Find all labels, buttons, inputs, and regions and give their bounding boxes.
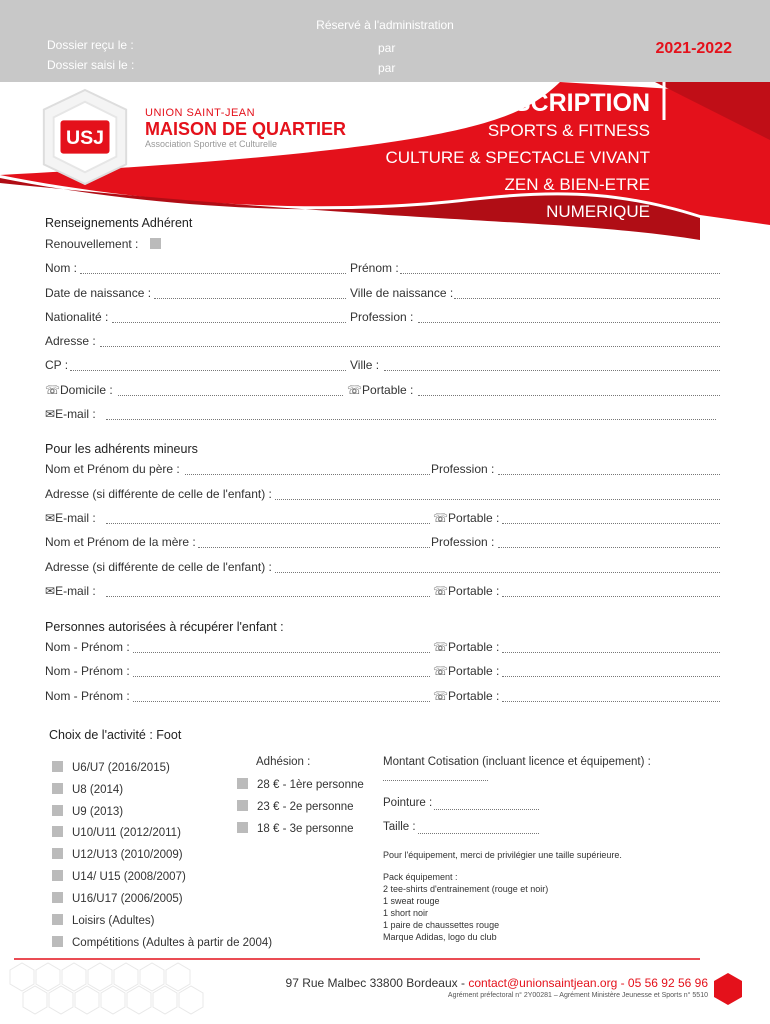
mail-icon: ✉ [45,584,56,598]
father-mobile-row [433,511,499,525]
taille-field[interactable] [418,833,539,834]
father-prof-field[interactable] [498,474,720,475]
mother-email-label: E-mail : [55,584,96,598]
prenom-field[interactable] [400,273,720,274]
father-email-row [45,511,96,525]
profession-label: Profession : [350,310,414,324]
brand-sub: UNION SAINT-JEAN [145,107,256,119]
adhesion-option[interactable] [237,822,354,835]
address-text: 97 Rue Malbec 33800 Bordeaux - [285,976,465,990]
phone-icon: ☏ [433,664,449,678]
equip-note: Pour l'équipement, merci de privilégier une taille supérieure. [383,850,622,860]
admin-band [0,0,770,82]
pickup-name-field-2[interactable] [133,676,430,677]
pickup-mobile-field-3[interactable] [502,701,720,702]
pickup-mobile-label: Portable : [448,640,500,654]
father-email-field[interactable] [106,523,430,524]
category-option[interactable] [52,892,183,905]
mobile-label: Portable : [362,383,414,397]
nationality-field[interactable] [112,322,346,323]
category-checkbox[interactable] [52,761,63,772]
father-mobile-label: Portable : [448,511,500,525]
category-label: U8 (2014) [72,784,124,796]
pack-line: 1 paire de chaussettes rouge [383,920,500,930]
mobile-field[interactable] [418,395,720,396]
mail-icon: ✉ [45,511,56,525]
cotisation-field[interactable] [383,780,488,781]
profession-field[interactable] [418,322,720,323]
category-checkbox[interactable] [52,936,63,947]
adhesion-checkbox[interactable] [237,800,248,811]
ville-label: Ville : [350,358,380,372]
father-email-label: E-mail : [55,511,96,525]
header-line-1: SPORTS & FITNESS [487,121,650,140]
adhesion-option[interactable] [237,778,364,791]
pointure-label: Pointure : [383,797,433,809]
pack-line: Marque Adidas, logo du club [383,932,497,942]
pickup-mobile-field-2[interactable] [502,676,720,677]
pack-line: 1 sweat rouge [383,896,440,906]
mobile-row [347,383,413,397]
email-label: E-mail : [55,407,96,421]
footer-hex-pattern [0,957,770,1024]
activity-heading: Choix de l'activité : Foot [49,728,182,742]
category-checkbox[interactable] [52,892,63,903]
entered-label: Dossier saisi le : [47,58,135,72]
pickup-name-label: Nom - Prénom : [45,689,130,703]
pickup-mobile-field-1[interactable] [502,652,720,653]
mother-prof-label: Profession : [431,535,495,549]
mother-email-row [45,584,96,598]
category-option[interactable] [52,848,183,861]
email-row [45,407,96,421]
pickup-mobile-label: Portable : [448,689,500,703]
pack-line: 1 short noir [383,908,429,918]
mother-mobile-field[interactable] [502,596,720,597]
brand-main: MAISON DE QUARTIER [145,119,347,139]
category-option[interactable] [52,870,186,883]
header-line-3: ZEN & BIEN-ETRE [504,175,650,194]
birthdate-field[interactable] [154,298,346,299]
taille-label: Taille : [383,821,416,833]
father-prof-label: Profession : [431,462,495,476]
category-checkbox[interactable] [52,826,63,837]
father-addr-field[interactable] [275,499,720,500]
category-label: U6/U7 (2016/2015) [72,762,170,774]
mother-email-field[interactable] [106,596,430,597]
adhesion-text: 18 € - 3e personne [257,823,354,835]
category-checkbox[interactable] [52,783,63,794]
father-mobile-field[interactable] [502,523,720,524]
adhesion-checkbox[interactable] [237,822,248,833]
phone-icon: ☏ [45,383,61,397]
nom-label: Nom : [45,261,78,275]
mother-field[interactable] [198,547,430,548]
pickup-mobile-row [433,664,499,678]
pointure-field[interactable] [434,809,539,810]
pickup-mobile-row [433,689,499,703]
birthcity-label: Ville de naissance : [350,286,454,300]
home-phone-label: Domicile : [60,383,113,397]
contact-text[interactable]: contact@unionsaintjean.org - 05 56 92 56 96 [468,976,708,990]
usj-logo-icon [36,88,134,186]
pickup-heading: Personnes autorisées à récupérer l'enfant : [45,620,284,634]
renewal-label: Renouvellement : [45,237,139,251]
category-checkbox[interactable] [52,805,63,816]
renewal-row [45,237,170,251]
birthcity-field[interactable] [454,298,720,299]
pickup-name-field-1[interactable] [133,652,430,653]
phone-icon: ☏ [347,383,363,397]
mother-addr-field[interactable] [275,572,720,573]
category-label: Loisirs (Adultes) [72,915,155,927]
pickup-name-label: Nom - Prénom : [45,664,130,678]
cp-field[interactable] [70,370,346,371]
pack-line: 2 tee-shirts d'entrainement (rouge et noir) [383,884,549,894]
category-label: U16/U17 (2006/2005) [72,893,183,905]
renewal-checkbox[interactable] [150,238,161,249]
adhesion-text: 28 € - 1ère personne [257,779,364,791]
adhesion-label: Adhésion : [256,756,311,768]
category-checkbox[interactable] [52,870,63,881]
pack-line: Pack équipement : [383,872,458,882]
footer-address [286,976,708,990]
minors-heading: Pour les adhérents mineurs [45,442,198,456]
home-phone-row [45,383,113,397]
prenom-label: Prénom : [350,261,399,275]
nom-field[interactable] [80,273,346,274]
birthdate-label: Date de naissance : [45,286,152,300]
header-line-2: CULTURE & SPECTACLE VIVANT [385,148,650,167]
father-label: Nom et Prénom du père : [45,462,180,476]
nationality-label: Nationalité : [45,310,109,324]
ville-field[interactable] [384,370,720,371]
cp-label: CP : [45,358,69,372]
category-option[interactable] [52,805,123,818]
mother-mobile-row [433,584,499,598]
category-option[interactable] [52,826,181,839]
pickup-name-label: Nom - Prénom : [45,640,130,654]
category-checkbox[interactable] [52,848,63,859]
category-label: Compétitions (Adultes à partir de 2004) [72,937,273,949]
logo-text: USJ [65,126,105,149]
category-option[interactable] [52,783,123,796]
mother-mobile-label: Portable : [448,584,500,598]
father-addr-label: Adresse (si différente de celle de l'enfant) : [45,487,272,501]
adhesion-option[interactable] [237,800,354,813]
brand-assoc: Association Sportive et Culturelle [145,139,278,149]
phone-icon: ☏ [433,640,449,654]
email-field[interactable] [106,419,716,420]
mail-icon: ✉ [45,407,56,421]
mother-prof-field[interactable] [498,547,720,548]
address-label: Adresse : [45,334,96,348]
received-label: Dossier reçu le : [47,38,134,52]
mother-label: Nom et Prénom de la mère : [45,535,196,549]
category-label: U12/U13 (2010/2009) [72,849,183,861]
by-label-1: par [378,41,396,55]
season-year: 2021-2022 [655,40,732,57]
category-checkbox[interactable] [52,914,63,925]
pickup-name-field-3[interactable] [133,701,430,702]
category-option[interactable] [52,936,272,949]
phone-icon: ☏ [433,511,449,525]
adhesion-checkbox[interactable] [237,778,248,789]
phone-icon: ☏ [433,584,449,598]
address-field[interactable] [100,346,720,347]
admin-title: Réservé à l'administration [316,18,454,32]
mother-addr-label: Adresse (si différente de celle de l'enfant) : [45,560,272,574]
home-phone-field[interactable] [118,395,343,396]
category-label: U10/U11 (2012/2011) [72,827,181,839]
member-heading: Renseignements Adhérent [45,216,193,230]
category-label: U14/ U15 (2008/2007) [72,871,186,883]
category-option[interactable] [52,914,154,927]
by-label-2: par [378,61,396,75]
father-field[interactable] [185,474,430,475]
phone-icon: ☏ [433,689,449,703]
header-line-4: NUMERIQUE [546,202,650,221]
pickup-mobile-label: Portable : [448,664,500,678]
category-label: U9 (2013) [72,806,124,818]
footer-agrement: Agrément préfectoral n° 2Y00281 – Agrément Ministère Jeunesse et Sports n° 5510 [447,992,708,999]
adhesion-text: 23 € - 2e personne [257,801,354,813]
pickup-mobile-row [433,640,499,654]
cotisation-label: Montant Cotisation (incluant licence et équipement) : [383,756,651,768]
page-title: INSCRIPTION [488,89,650,117]
category-option[interactable] [52,761,170,774]
